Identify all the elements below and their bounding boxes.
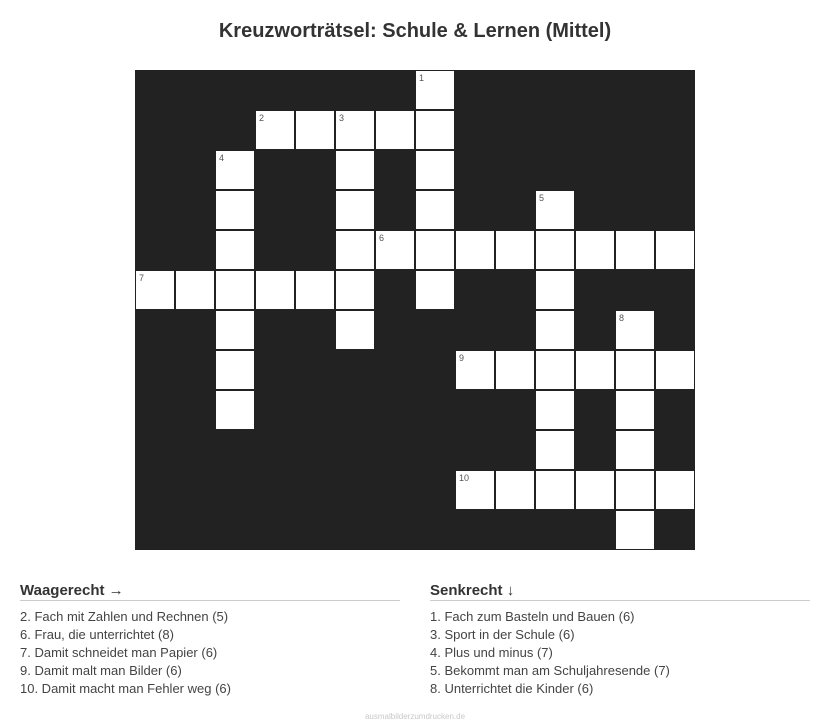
grid-cell[interactable]: [655, 350, 695, 390]
clue-number: 5: [539, 193, 545, 203]
grid-cell[interactable]: [255, 110, 295, 150]
clue-number: 3: [339, 113, 345, 123]
grid-cell[interactable]: [615, 390, 655, 430]
grid-cell[interactable]: [215, 390, 255, 430]
across-clue-list: [20, 608, 400, 698]
grid-cell[interactable]: [415, 230, 455, 270]
grid-cell[interactable]: [615, 230, 655, 270]
clue-item: 10. Damit macht man Fehler weg (6): [20, 681, 231, 696]
clue-number: 4: [219, 153, 225, 163]
grid-cell[interactable]: [535, 350, 575, 390]
grid-cell[interactable]: [455, 470, 495, 510]
grid-cell[interactable]: [215, 350, 255, 390]
grid-cell[interactable]: [215, 270, 255, 310]
footer-watermark: ausmalbilderzumdrucken.de: [364, 712, 466, 721]
grid-cell[interactable]: [175, 270, 215, 310]
grid-cell[interactable]: [335, 190, 375, 230]
clue-item: 5. Bekommt man am Schuljahresende (7): [430, 663, 670, 678]
clue-number: 2: [259, 113, 265, 123]
grid-cell[interactable]: [535, 310, 575, 350]
grid-cell[interactable]: [215, 150, 255, 190]
clue-item: 9. Damit malt man Bilder (6): [20, 663, 182, 678]
clue-item: 7. Damit schneidet man Papier (6): [20, 645, 218, 660]
clue-item: 6. Frau, die unterrichtet (8): [20, 627, 174, 642]
clue-number: 10: [459, 473, 470, 483]
grid-cell[interactable]: [535, 430, 575, 470]
grid-cell[interactable]: [455, 230, 495, 270]
grid-cell[interactable]: [215, 230, 255, 270]
grid-cell[interactable]: [335, 110, 375, 150]
grid-cell[interactable]: [615, 350, 655, 390]
clue-item: 1. Fach zum Basteln und Bauen (6): [430, 609, 635, 624]
grid-cell[interactable]: [615, 510, 655, 550]
clue-item: 3. Sport in der Schule (6): [430, 627, 575, 642]
grid-cell[interactable]: [535, 190, 575, 230]
clue-number: 7: [139, 273, 145, 283]
grid-cell[interactable]: [495, 470, 535, 510]
across-clues-section: [20, 582, 400, 698]
grid-cell[interactable]: [415, 270, 455, 310]
grid-cell[interactable]: [615, 470, 655, 510]
grid-cell[interactable]: [535, 390, 575, 430]
grid-cell[interactable]: [335, 150, 375, 190]
grid-cell[interactable]: [575, 350, 615, 390]
down-heading: Senkrecht ↓: [430, 582, 810, 601]
across-heading: Waagerecht →: [20, 582, 400, 601]
grid-cell[interactable]: [335, 230, 375, 270]
grid-cell[interactable]: [495, 230, 535, 270]
grid-cell[interactable]: [415, 70, 455, 110]
grid-cell[interactable]: [255, 270, 295, 310]
grid-cell[interactable]: [535, 470, 575, 510]
down-clue-list: [430, 608, 810, 698]
clue-number: 8: [619, 313, 625, 323]
puzzle-title: Kreuzworträtsel: Schule & Lernen (Mittel): [218, 20, 612, 42]
crossword-grid: [135, 70, 695, 550]
grid-cell[interactable]: [295, 270, 335, 310]
grid-cell[interactable]: [495, 350, 535, 390]
grid-cell[interactable]: [135, 270, 175, 310]
grid-cell[interactable]: [535, 270, 575, 310]
down-clues-section: [430, 582, 810, 698]
grid-cell[interactable]: [615, 430, 655, 470]
clue-item: 4. Plus und minus (7): [430, 645, 553, 660]
grid-cell[interactable]: [655, 230, 695, 270]
grid-cell[interactable]: [415, 150, 455, 190]
grid-cell[interactable]: [335, 270, 375, 310]
clue-item: 8. Unterrichtet die Kinder (6): [430, 681, 594, 696]
grid-cell[interactable]: [415, 110, 455, 150]
grid-cell[interactable]: [215, 310, 255, 350]
clue-number: 1: [419, 73, 425, 83]
grid-cell[interactable]: [655, 470, 695, 510]
grid-cell[interactable]: [575, 470, 615, 510]
grid-cell[interactable]: [215, 190, 255, 230]
grid-cell[interactable]: [615, 310, 655, 350]
grid-cell[interactable]: [335, 310, 375, 350]
grid-cell[interactable]: [415, 190, 455, 230]
clue-item: 2. Fach mit Zahlen und Rechnen (5): [20, 609, 229, 624]
grid-cell[interactable]: [455, 350, 495, 390]
grid-cell[interactable]: [375, 230, 415, 270]
grid-cell[interactable]: [535, 230, 575, 270]
grid-cell[interactable]: [575, 230, 615, 270]
clue-number: 6: [379, 233, 385, 243]
grid-cell[interactable]: [295, 110, 335, 150]
clue-number: 9: [459, 353, 465, 363]
grid-cell[interactable]: [375, 110, 415, 150]
